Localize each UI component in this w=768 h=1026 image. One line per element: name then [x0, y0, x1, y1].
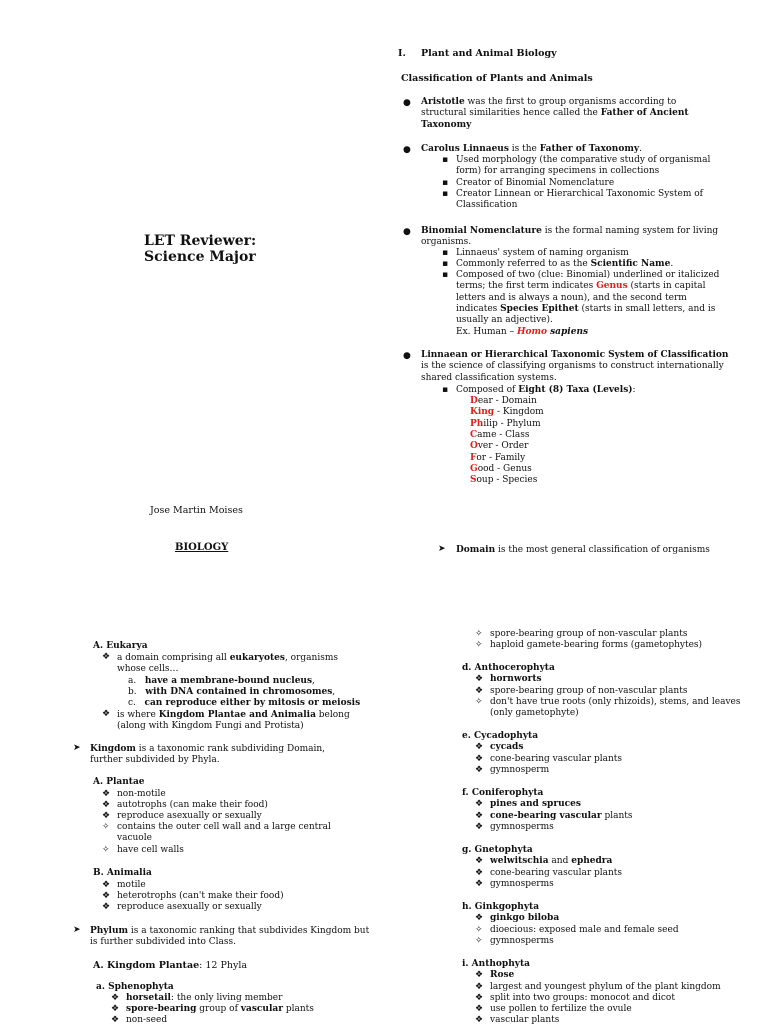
phylum-item: spore-bearing group of non-vascular plants — [490, 629, 688, 639]
phylum-item: largest and youngest phylum of the plant kingdom — [490, 982, 721, 992]
diamond-outline-bullet-icon: ✧ — [475, 629, 483, 639]
linnaeus-sub-3: Creator Linnean or Hierarchical Taxonomic System of Classification — [456, 189, 703, 211]
diamond-outline-bullet-icon: ✧ — [475, 925, 483, 935]
plantae-item: autotrophs (can make their food) — [117, 800, 268, 810]
diamond-outline-bullet-icon: ✧ — [475, 697, 483, 707]
diamond-bullet-icon: ❖ — [475, 822, 484, 832]
eukarya-heading: A. Eukarya — [93, 641, 148, 651]
diamond-bullet-icon: ❖ — [102, 811, 111, 821]
bullet-icon: ● — [403, 351, 411, 361]
sphenophyta-item: horsetail: the only living member — [126, 993, 283, 1003]
diamond-bullet-icon: ❖ — [102, 800, 111, 810]
diamond-outline-bullet-icon: ✧ — [475, 936, 483, 946]
diamond-bullet-icon: ❖ — [475, 686, 484, 696]
diamond-outline-bullet-icon: ✧ — [102, 845, 110, 855]
plantae-item: have cell walls — [117, 845, 184, 855]
eukarya-point-c: c. can reproduce either by mitosis or meiosis — [128, 698, 361, 708]
arrow-bullet-icon: ➤ — [73, 743, 81, 753]
phylum-item: cone-bearing vascular plants — [490, 811, 633, 821]
phylum-item: use pollen to fertilize the ovule — [490, 1004, 632, 1014]
phylum-item: don't have true roots (only rhizoids), stems, and leaves (only gametophyte) — [490, 697, 741, 719]
binomial-sub-3: Composed of two (clue: Binomial) underlined or italicized terms; the first term indicates Genus (starts in capital letters and is always a noun), and the second term indicates Species Epithet (starts in small letters, and is usually an adjective). — [456, 270, 720, 326]
phylum-item: spore-bearing group of non-vascular plants — [490, 686, 688, 696]
diamond-bullet-icon: ❖ — [475, 799, 484, 809]
plantae-item: contains the outer cell wall and a large central vacuole — [117, 822, 331, 844]
diamond-bullet-icon: ❖ — [475, 993, 484, 1003]
phylum-item: ginkgo biloba — [490, 913, 560, 923]
mnemonic-domain: Dear - Domain — [470, 396, 537, 406]
mnemonic-kingdom: King - Kingdom — [470, 407, 544, 417]
phylum-item: cone-bearing vascular plants — [490, 754, 623, 764]
arrow-bullet-icon: ➤ — [73, 925, 81, 935]
diamond-bullet-icon: ❖ — [475, 742, 484, 752]
diamond-bullet-icon: ❖ — [475, 811, 484, 821]
bullet-icon: ● — [403, 98, 411, 108]
diamond-bullet-icon: ❖ — [102, 902, 111, 912]
square-bullet-icon: ▪ — [442, 259, 449, 269]
mnemonic-genus: Good - Genus — [470, 464, 532, 474]
subject-heading: BIOLOGY — [175, 542, 229, 553]
sphenophyta-item: non-seed — [126, 1015, 168, 1025]
phylum-item: gymnosperms — [490, 822, 554, 832]
diamond-bullet-icon: ❖ — [475, 765, 484, 775]
diamond-bullet-icon: ❖ — [475, 754, 484, 764]
sphenophyta-heading: a. Sphenophyta — [96, 982, 174, 992]
diamond-bullet-icon: ❖ — [475, 856, 484, 866]
diamond-bullet-icon: ❖ — [475, 879, 484, 889]
bullet-icon: ● — [403, 227, 411, 237]
diamond-bullet-icon: ❖ — [475, 1004, 484, 1014]
section-title: Plant and Animal Biology — [421, 48, 557, 59]
binomial-example: Ex. Human – Homo sapiens — [456, 327, 589, 337]
phylum-item: pines and spruces — [490, 799, 581, 809]
hierarchical-paragraph: Linnaean or Hierarchical Taxonomic System of Classification is the science of classifying organisms to construct internationally shared classification systems. — [421, 350, 729, 383]
animalia-item: heterotrophs (can't make their food) — [117, 891, 284, 901]
phylum-definition: Phylum is a taxonomic ranking that subdivides Kingdom but is further subdivided into Class. — [90, 926, 370, 948]
square-bullet-icon: ▪ — [442, 155, 449, 165]
square-bullet-icon: ▪ — [442, 189, 449, 199]
author: Jose Martin Moises — [150, 505, 243, 516]
mnemonic-phylum: Philip - Phylum — [470, 419, 541, 429]
animalia-item: motile — [117, 880, 146, 890]
diamond-outline-bullet-icon: ✧ — [475, 640, 483, 650]
diamond-bullet-icon: ❖ — [102, 880, 111, 890]
mnemonic-class: Came - Class — [470, 430, 530, 440]
mnemonic-species: Soup - Species — [470, 475, 538, 485]
phylum-item: welwitschia and ephedra — [490, 856, 613, 866]
phylum-item: gymnosperms — [490, 936, 554, 946]
sphenophyta-item: spore-bearing group of vascular plants — [126, 1004, 314, 1014]
diamond-bullet-icon: ❖ — [102, 652, 111, 662]
diamond-bullet-icon: ❖ — [475, 1015, 484, 1025]
taxa-levels-line: Composed of Eight (8) Taxa (Levels): — [456, 385, 636, 395]
phylum-item: haploid gamete-bearing forms (gametophytes) — [490, 640, 703, 650]
eukarya-point-b: b. with DNA contained in chromosomes, — [128, 687, 336, 697]
diamond-bullet-icon: ❖ — [475, 913, 484, 923]
linnaeus-sub-1: Used morphology (the comparative study of organismal form) for arranging specimens in collections — [456, 155, 711, 177]
phylum-item: Rose — [490, 970, 515, 980]
cover-title-line1: LET Reviewer: — [144, 233, 257, 249]
square-bullet-icon: ▪ — [442, 385, 449, 395]
diamond-bullet-icon: ❖ — [102, 891, 111, 901]
mnemonic-family: For - Family — [470, 453, 526, 463]
diamond-bullet-icon: ❖ — [111, 1015, 120, 1025]
square-bullet-icon: ▪ — [442, 178, 449, 188]
kingdom-definition: Kingdom is a taxonomic rank subdividing Domain, further subdivided by Phyla. — [90, 744, 326, 766]
diamond-bullet-icon: ❖ — [475, 674, 484, 684]
diamond-outline-bullet-icon: ✧ — [102, 822, 110, 832]
plantae-item: non-motile — [117, 789, 166, 799]
diamond-bullet-icon: ❖ — [111, 993, 120, 1003]
diamond-bullet-icon: ❖ — [111, 1004, 120, 1014]
binomial-paragraph: Binomial Nomenclature is the formal naming system for living organisms. — [421, 226, 719, 248]
phylum-item: dioecious: exposed male and female seed — [490, 925, 679, 935]
eukarya-desc: a domain comprising all eukaryotes, organisms whose cells… — [117, 653, 338, 675]
phylum-item: cone-bearing vascular plants — [490, 868, 623, 878]
phylum-item: hornworts — [490, 674, 542, 684]
domain-note: Domain is the most general classification of organisms — [456, 545, 710, 555]
plantae-item: reproduce asexually or sexually — [117, 811, 262, 821]
diamond-bullet-icon: ❖ — [102, 789, 111, 799]
arrow-bullet-icon: ➤ — [438, 544, 446, 554]
cycadophyta-heading: e. Cycadophyta — [462, 731, 539, 741]
diamond-bullet-icon: ❖ — [475, 868, 484, 878]
square-bullet-icon: ▪ — [442, 270, 449, 280]
coniferophyta-heading: f. Coniferophyta — [462, 788, 544, 798]
plantae-heading: A. Plantae — [93, 777, 145, 787]
kingdom-plantae-heading: A. Kingdom Plantae: 12 Phyla — [93, 960, 248, 971]
diamond-bullet-icon: ❖ — [475, 970, 484, 980]
diamond-bullet-icon: ❖ — [475, 982, 484, 992]
eukarya-kingdoms: is where Kingdom Plantae and Animalia belong (along with Kingdom Fungi and Protista) — [117, 710, 350, 732]
ginkgophyta-heading: h. Ginkgophyta — [462, 902, 540, 912]
anthophyta-heading: i. Anthophyta — [462, 959, 530, 969]
section-number: I. — [398, 48, 406, 59]
anthocerophyta-heading: d. Anthocerophyta — [462, 663, 555, 673]
cover-title-line2: Science Major — [144, 249, 256, 265]
animalia-heading: B. Animalia — [93, 868, 152, 878]
linnaeus-paragraph: Carolus Linnaeus is the Father of Taxonomy. — [421, 144, 642, 154]
phylum-item: gymnosperm — [490, 765, 550, 775]
animalia-item: reproduce asexually or sexually — [117, 902, 262, 912]
gnetophyta-heading: g. Gnetophyta — [462, 845, 533, 855]
mnemonic-order: Over - Order — [470, 441, 529, 451]
phylum-item: cycads — [490, 742, 524, 752]
binomial-sub-1: Linnaeus' system of naming organism — [456, 248, 629, 258]
eukarya-point-a: a. have a membrane-bound nucleus, — [128, 676, 315, 686]
linnaeus-sub-2: Creator of Binomial Nomenclature — [456, 178, 615, 188]
phylum-item: split into two groups: monocot and dicot — [490, 993, 675, 1003]
phylum-item: gymnosperms — [490, 879, 554, 889]
diamond-bullet-icon: ❖ — [102, 709, 111, 719]
binomial-sub-2: Commonly referred to as the Scientific Name. — [456, 259, 674, 269]
section-subtitle: Classification of Plants and Animals — [401, 73, 593, 84]
aristotle-paragraph: Aristotle was the first to group organisms according to structural similarities hence called the Father of Ancient Taxonomy — [421, 97, 689, 130]
square-bullet-icon: ▪ — [442, 248, 449, 258]
bullet-icon: ● — [403, 145, 411, 155]
phylum-item: vascular plants — [490, 1015, 560, 1025]
